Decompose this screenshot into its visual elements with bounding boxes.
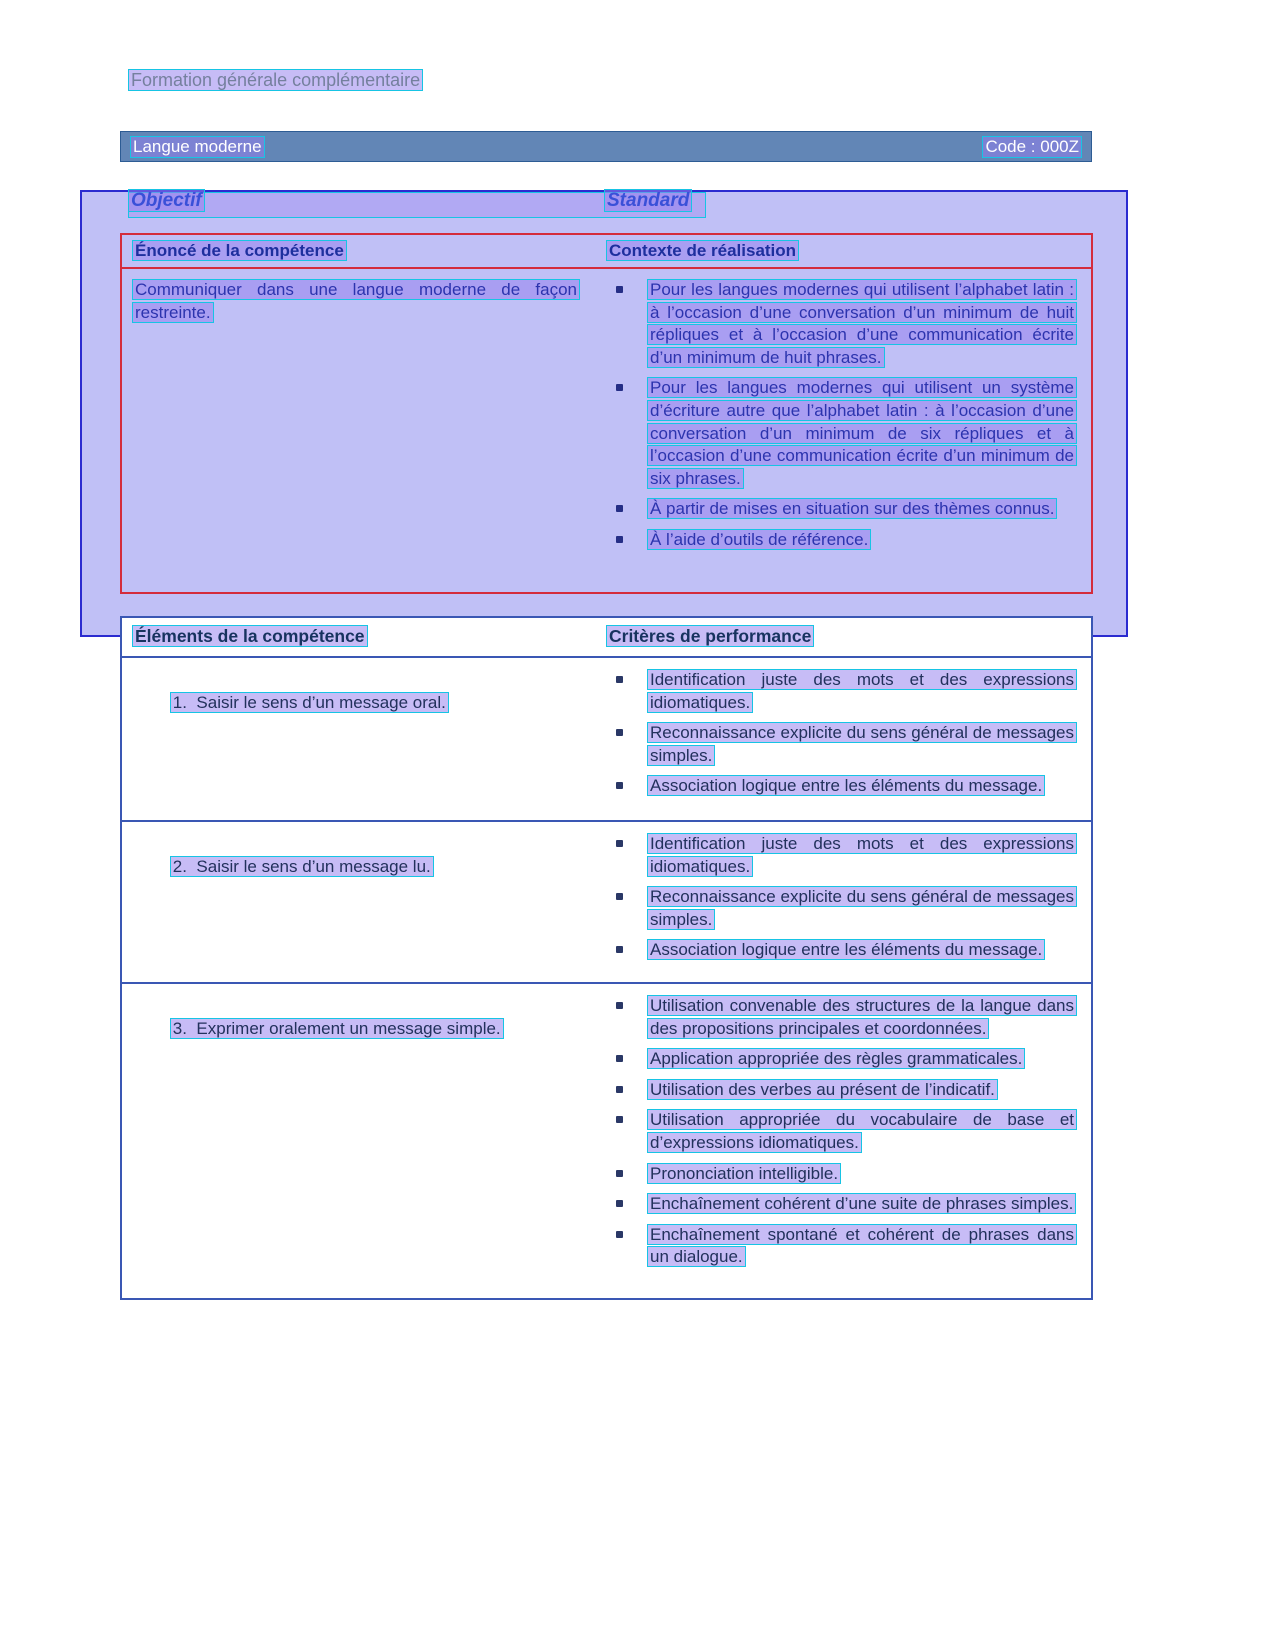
enonce-header-text: Énoncé de la compétence bbox=[132, 240, 347, 261]
element-cell bbox=[122, 658, 606, 820]
list-item bbox=[606, 1224, 1077, 1269]
list-item bbox=[606, 775, 1077, 798]
document-category-text: Formation générale complémentaire bbox=[128, 69, 423, 91]
elements-header-cell bbox=[122, 625, 606, 648]
criteres-list bbox=[606, 833, 1077, 962]
critere-text: Identification juste des mots et des expressions idiomatiques. bbox=[647, 833, 1077, 877]
objectif-heading bbox=[128, 190, 205, 212]
bullet-icon bbox=[616, 1200, 623, 1207]
list-item bbox=[606, 833, 1077, 878]
list-item bbox=[606, 995, 1077, 1040]
critere-text: Prononciation intelligible. bbox=[647, 1163, 841, 1184]
bullet-icon bbox=[616, 286, 623, 293]
list-item bbox=[606, 886, 1077, 931]
element-text: 2. Saisir le sens d’un message lu. bbox=[170, 856, 434, 877]
competence-context-body-row bbox=[122, 269, 1091, 560]
table-row bbox=[122, 822, 1091, 984]
element-cell bbox=[122, 984, 606, 1300]
list-item bbox=[606, 1048, 1077, 1071]
criteres-list bbox=[606, 995, 1077, 1269]
list-item bbox=[606, 1079, 1077, 1102]
contexte-cell bbox=[606, 269, 1091, 560]
elements-header-text: Éléments de la compétence bbox=[132, 625, 368, 647]
critere-text: Association logique entre les éléments du message. bbox=[647, 939, 1045, 960]
criteres-header-text: Critères de performance bbox=[606, 625, 814, 647]
bullet-icon bbox=[616, 676, 623, 683]
bullet-icon bbox=[616, 1086, 623, 1093]
list-item bbox=[606, 939, 1077, 962]
critere-text: Application appropriée des règles grammaticales. bbox=[647, 1048, 1025, 1069]
competence-cell bbox=[122, 269, 606, 560]
contexte-header-cell bbox=[606, 241, 1091, 261]
table-row bbox=[122, 658, 1091, 822]
bullet-icon bbox=[616, 1055, 623, 1062]
bullet-icon bbox=[616, 729, 623, 736]
criteres-cell bbox=[606, 658, 1091, 820]
critere-text: Enchaînement spontané et cohérent de phrases dans un dialogue. bbox=[647, 1224, 1077, 1268]
standard-heading bbox=[604, 190, 692, 212]
section-header-bar bbox=[120, 131, 1092, 162]
list-item bbox=[606, 377, 1077, 490]
bullet-icon bbox=[616, 782, 623, 789]
critere-text: Utilisation des verbes au présent de l’indicatif. bbox=[647, 1079, 998, 1100]
list-item bbox=[606, 279, 1077, 369]
contexte-item-text: Pour les langues modernes qui utilisent l’alphabet latin : à l’occasion d’une conversation d’un minimum de huit répliques et à l’occasion d’une communication écrite d’un minimum de huit phrases. bbox=[647, 279, 1077, 368]
bullet-icon bbox=[616, 893, 623, 900]
critere-text: Identification juste des mots et des expressions idiomatiques. bbox=[647, 669, 1077, 713]
criteres-list bbox=[606, 669, 1077, 798]
list-item bbox=[606, 498, 1077, 521]
bullet-icon bbox=[616, 1170, 623, 1177]
standard-heading-text: Standard bbox=[604, 189, 692, 212]
element-cell bbox=[122, 822, 606, 982]
criteres-cell bbox=[606, 822, 1091, 982]
contexte-item-text: À l’aide d’outils de référence. bbox=[647, 529, 871, 550]
contexte-list bbox=[606, 279, 1077, 552]
list-item bbox=[606, 1109, 1077, 1154]
bullet-icon bbox=[616, 946, 623, 953]
bullet-icon bbox=[616, 1002, 623, 1009]
bullet-icon bbox=[616, 384, 623, 391]
bullet-icon bbox=[616, 536, 623, 543]
discipline-title: Langue moderne bbox=[130, 136, 265, 158]
contexte-item-text: À partir de mises en situation sur des thèmes connus. bbox=[647, 498, 1057, 519]
critere-text: Utilisation convenable des structures de la langue dans des propositions principales et coordonnées. bbox=[647, 995, 1077, 1039]
element-text: 3. Exprimer oralement un message simple. bbox=[170, 1018, 504, 1039]
document-category bbox=[128, 70, 423, 91]
criteres-cell bbox=[606, 984, 1091, 1300]
bullet-icon bbox=[616, 840, 623, 847]
list-item bbox=[606, 1163, 1077, 1186]
course-code: Code : 000Z bbox=[982, 136, 1082, 158]
bullet-icon bbox=[616, 505, 623, 512]
objectif-heading-text: Objectif bbox=[128, 189, 205, 212]
list-item bbox=[606, 1193, 1077, 1216]
bullet-icon bbox=[616, 1116, 623, 1123]
list-item bbox=[606, 722, 1077, 767]
criteres-header-cell bbox=[606, 625, 1091, 648]
bullet-icon bbox=[616, 1231, 623, 1238]
contexte-item-text: Pour les langues modernes qui utilisent un système d’écriture autre que l’alphabet latin : à l’occasion d’une conversation d’un minimum de six répliques et à l’occasion d’une communication écrite d’un minimum de six phrases. bbox=[647, 377, 1077, 488]
elements-criteres-header-row bbox=[122, 618, 1091, 658]
contexte-header-text: Contexte de réalisation bbox=[606, 240, 799, 261]
list-item bbox=[606, 669, 1077, 714]
critere-text: Reconnaissance explicite du sens général de messages simples. bbox=[647, 886, 1077, 930]
enonce-header-cell bbox=[122, 241, 606, 261]
table-row bbox=[122, 984, 1091, 1300]
competence-context-table bbox=[120, 233, 1093, 594]
elements-criteres-table bbox=[120, 616, 1093, 1300]
competence-text: Communiquer dans une langue moderne de façon restreinte. bbox=[132, 279, 580, 323]
element-text: 1. Saisir le sens d’un message oral. bbox=[170, 692, 449, 713]
competence-context-header-row bbox=[122, 235, 1091, 269]
critere-text: Reconnaissance explicite du sens général de messages simples. bbox=[647, 722, 1077, 766]
critere-text: Utilisation appropriée du vocabulaire de base et d’expressions idiomatiques. bbox=[647, 1109, 1077, 1153]
critere-text: Enchaînement cohérent d’une suite de phrases simples. bbox=[647, 1193, 1076, 1214]
list-item bbox=[606, 529, 1077, 552]
critere-text: Association logique entre les éléments du message. bbox=[647, 775, 1045, 796]
